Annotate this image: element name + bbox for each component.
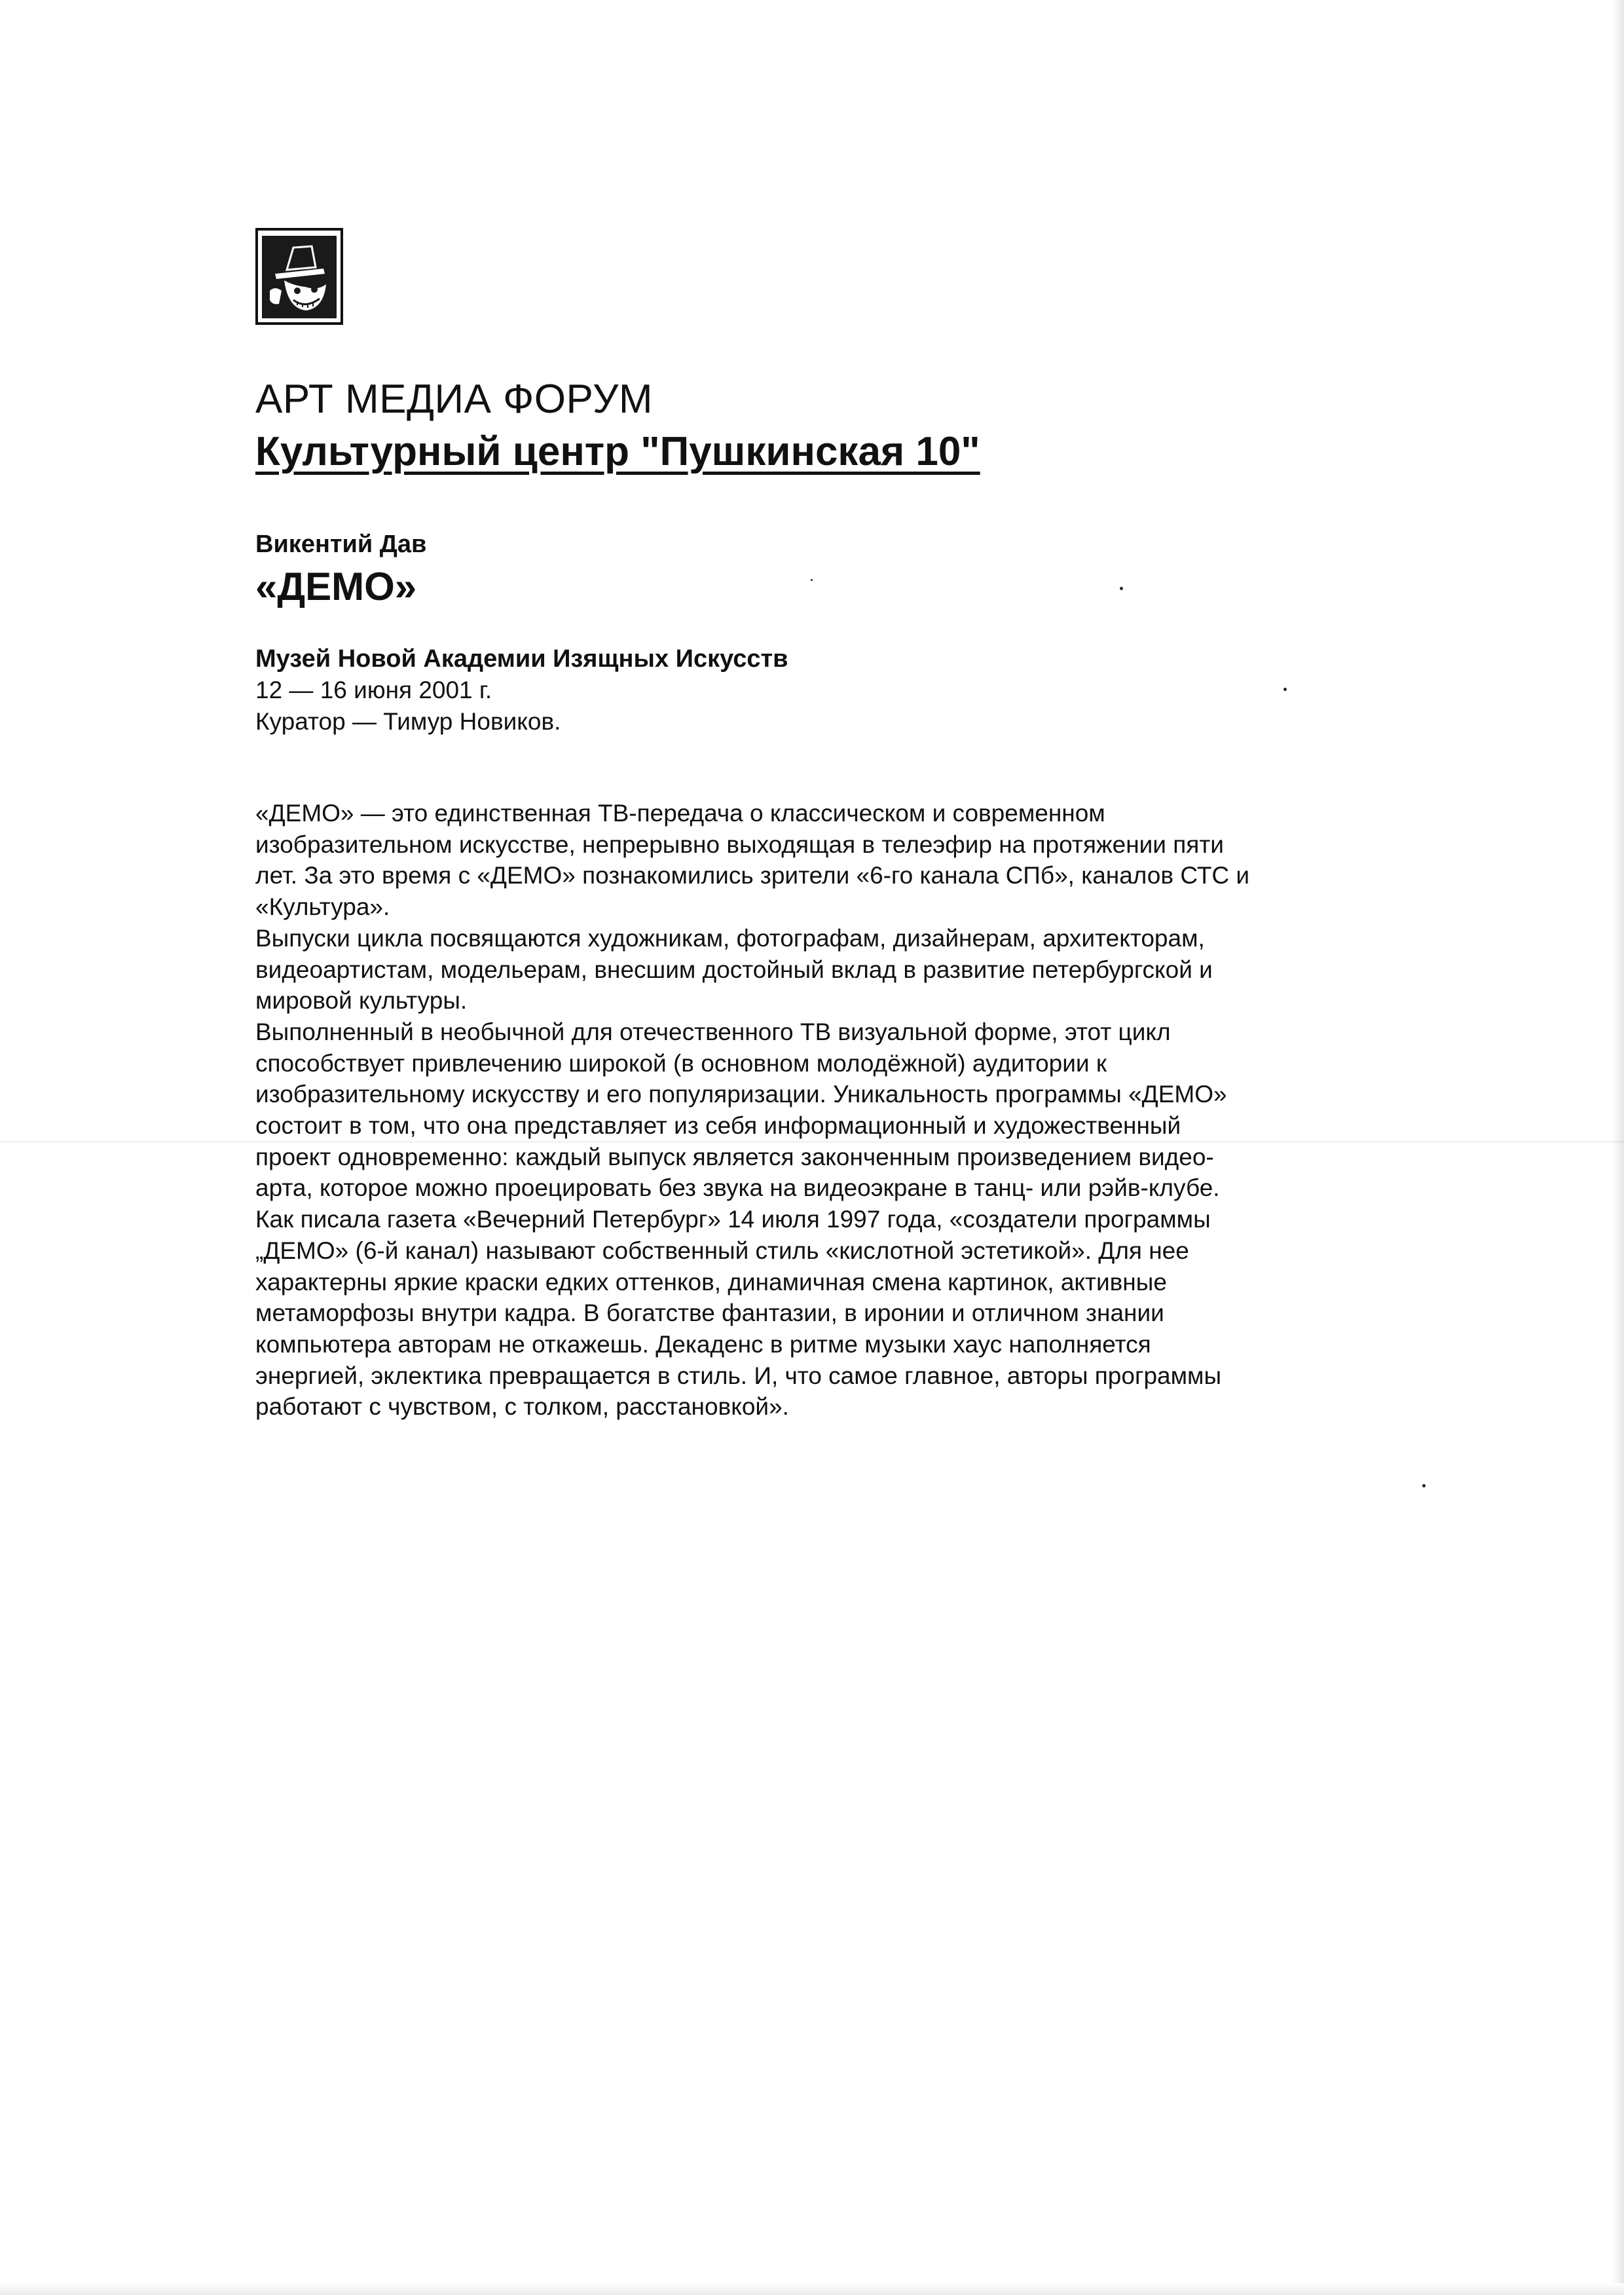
- page-edge-right: [1612, 0, 1624, 2295]
- body-line: метаморфозы внутри кадра. В богатстве фантазии, в иронии и отличном знании: [255, 1299, 1164, 1327]
- academy-logo-icon: [255, 228, 343, 325]
- venue-name: Музей Новой Академии Изящных Искусств: [255, 645, 788, 673]
- body-line: мировой культуры.: [255, 987, 468, 1015]
- body-line: видеоартистам, модельерам, внесшим достойный вклад в развитие петербургской и: [255, 956, 1213, 983]
- author-block: [255, 528, 426, 613]
- body-line: состоит в том, что она представляет из себя информационный и художественный: [255, 1112, 1181, 1140]
- body-line: „ДЕМО» (6-й канал) называют собственный стиль «кислотной эстетикой». Для нее: [255, 1237, 1189, 1264]
- author-name: Викентий Дав: [255, 531, 427, 558]
- work-title: «ДЕМО»: [255, 565, 417, 608]
- forum-header: [255, 373, 1434, 478]
- body-line: Выпуски цикла посвящаются художникам, фотографам, дизайнерам, архитекторам,: [255, 924, 1205, 952]
- paper-speck: [811, 579, 813, 581]
- exhibition-info: [255, 643, 788, 737]
- body-line: Как писала газета «Вечерний Петербург» 14 июля 1997 года, «создатели программы: [255, 1206, 1211, 1233]
- curator-line: Куратор — Тимур Новиков.: [255, 708, 561, 735]
- body-line: «Культура».: [255, 893, 390, 921]
- forum-title: АРТ МЕДИА ФОРУМ: [255, 377, 654, 422]
- paper-speck: [1120, 587, 1123, 590]
- body-line: компьютера авторам не откажешь. Декаденс в ритме музыки хаус наполняется: [255, 1330, 1151, 1358]
- exhibition-dates: 12 — 16 июня 2001 г.: [255, 677, 492, 703]
- body-line: Выполненный в необычной для отечественного ТВ визуальной форме, этот цикл: [255, 1018, 1171, 1045]
- paper-speck: [1422, 1484, 1426, 1487]
- body-line: работают с чувством, с толком, расстановкой».: [255, 1393, 789, 1421]
- description-text: [255, 798, 1408, 1423]
- body-line: энергией, эклектика превращается в стиль. И, что самое главное, авторы программы: [255, 1362, 1222, 1389]
- page-edge-bottom: [0, 2283, 1624, 2295]
- body-line: характерны яркие краски едких оттенков, динамичная смена картинок, активные: [255, 1268, 1167, 1296]
- body-line: изобразительном искусстве, непрерывно выходящая в телеэфир на протяжении пяти: [255, 830, 1224, 858]
- body-line: изобразительному искусству и его популяризации. Уникальность программы «ДЕМО»: [255, 1081, 1227, 1108]
- body-line: арта, которое можно проецировать без звука на видеоэкране в танц- или рэйв-клубе.: [255, 1174, 1220, 1202]
- body-line: «ДЕМО» — это единственная ТВ-передача о классическом и современном: [255, 800, 1105, 827]
- body-line: способствует привлечению широкой (в основном молодёжной) аудитории к: [255, 1049, 1107, 1077]
- paper-speck: [1283, 688, 1287, 691]
- body-line: проект одновременно: каждый выпуск является законченным произведением видео-: [255, 1143, 1214, 1170]
- cultural-center-title: Культурный центр "Пушкинская 10": [255, 429, 980, 474]
- body-line: лет. За это время с «ДЕМО» познакомились зрители «6-го канала СПб», каналов СТС и: [255, 862, 1250, 889]
